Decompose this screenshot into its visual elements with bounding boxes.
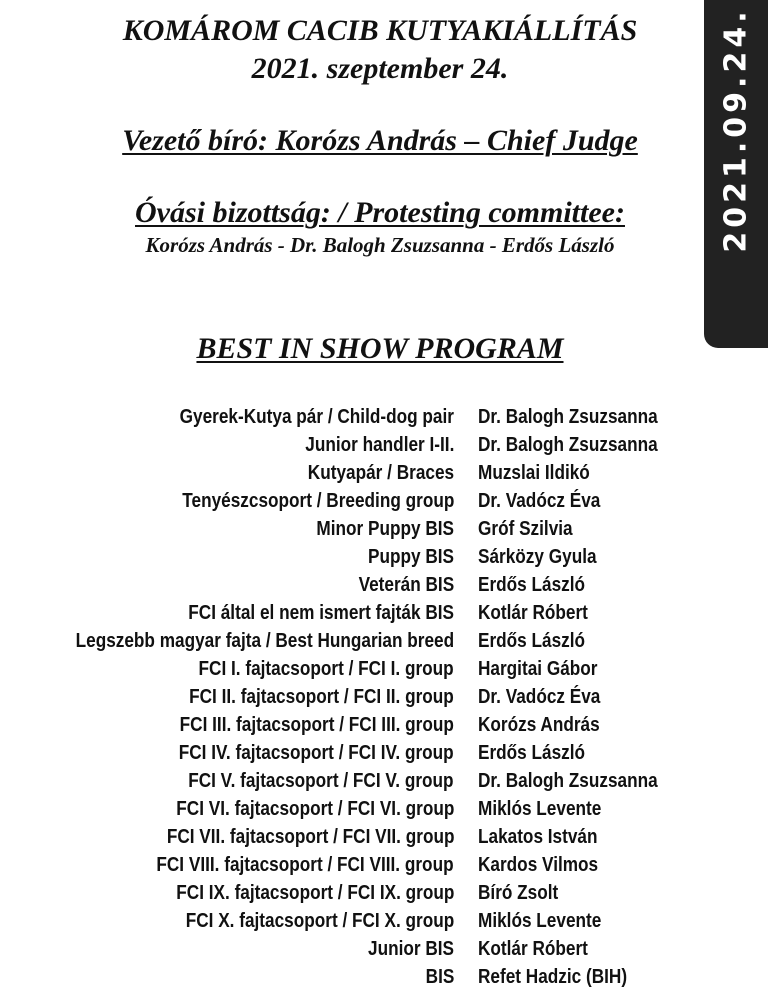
date-side-tab-label: 2021.09.24. bbox=[718, 7, 754, 253]
program-row bbox=[0, 683, 768, 711]
chief-judge-line: Vezető bíró: Korózs András – Chief Judge bbox=[122, 124, 638, 157]
program-category: Tenyészcsoport / Breeding group bbox=[181, 490, 454, 512]
program-category: FCI III. fajtacsoport / FCI III. group bbox=[179, 714, 454, 736]
program-category: FCI V. fajtacsoport / FCI V. group bbox=[188, 770, 454, 792]
program-list bbox=[0, 403, 768, 991]
committee-heading: Óvási bizottság: / Protesting committee: bbox=[135, 196, 625, 229]
program-judge: Dr. Vadócz Éva bbox=[478, 490, 601, 512]
program-judge: Refet Hadzic (BIH) bbox=[478, 966, 628, 988]
program-judge: Erdős László bbox=[478, 742, 586, 764]
program-row bbox=[0, 795, 768, 823]
program-row bbox=[0, 739, 768, 767]
program-row bbox=[0, 963, 768, 991]
program-judge: Erdős László bbox=[478, 630, 586, 652]
program-row bbox=[0, 851, 768, 879]
program-category: Kutyapár / Braces bbox=[307, 462, 454, 484]
program-row bbox=[0, 767, 768, 795]
program-category: FCI II. fajtacsoport / FCI II. group bbox=[189, 686, 454, 708]
program-row bbox=[0, 655, 768, 683]
program-judge: Dr. Vadócz Éva bbox=[478, 686, 601, 708]
program-judge: Gróf Szilvia bbox=[478, 518, 573, 540]
program-category: BIS bbox=[425, 966, 454, 988]
program-category: Legszebb magyar fajta / Best Hungarian breed bbox=[75, 630, 454, 652]
program-category: Veterán BIS bbox=[358, 574, 454, 596]
program-row bbox=[0, 515, 768, 543]
program-judge: Dr. Balogh Zsuzsanna bbox=[478, 434, 658, 456]
program-row bbox=[0, 711, 768, 739]
program-row bbox=[0, 599, 768, 627]
program-category: Minor Puppy BIS bbox=[316, 518, 454, 540]
program-judge: Miklós Levente bbox=[478, 910, 602, 932]
program-category: Junior handler I-II. bbox=[304, 434, 454, 456]
program-category: FCI VI. fajtacsoport / FCI VI. group bbox=[175, 798, 454, 820]
program-judge: Miklós Levente bbox=[478, 798, 602, 820]
program-category: FCI IV. fajtacsoport / FCI IV. group bbox=[179, 742, 454, 764]
program-row bbox=[0, 431, 768, 459]
program-row bbox=[0, 907, 768, 935]
program-category: Gyerek-Kutya pár / Child-dog pair bbox=[179, 406, 454, 428]
committee-members: Korózs András - Dr. Balogh Zsuzsanna - Erdős László bbox=[145, 233, 615, 257]
program-category: FCI VII. fajtacsoport / FCI VII. group bbox=[166, 826, 454, 848]
program-judge: Hargitai Gábor bbox=[478, 658, 598, 680]
program-category: FCI IX. fajtacsoport / FCI IX. group bbox=[175, 882, 454, 904]
program-judge: Erdős László bbox=[478, 574, 586, 596]
program-judge: Korózs András bbox=[478, 714, 600, 736]
program-judge: Kotlár Róbert bbox=[478, 602, 588, 624]
program-category: FCI által el nem ismert fajták BIS bbox=[188, 602, 454, 624]
program-row bbox=[0, 823, 768, 851]
program-row bbox=[0, 459, 768, 487]
program-judge: Kardos Vilmos bbox=[478, 854, 599, 876]
program-judge: Dr. Balogh Zsuzsanna bbox=[478, 770, 658, 792]
event-date: 2021. szeptember 24. bbox=[251, 52, 509, 85]
program-row bbox=[0, 571, 768, 599]
program-judge: Bíró Zsolt bbox=[478, 882, 559, 904]
program-row bbox=[0, 627, 768, 655]
program-row bbox=[0, 487, 768, 515]
program-judge: Sárközy Gyula bbox=[478, 546, 597, 568]
program-row bbox=[0, 879, 768, 907]
program-judge: Dr. Balogh Zsuzsanna bbox=[478, 406, 658, 428]
program-category: FCI X. fajtacsoport / FCI X. group bbox=[185, 910, 454, 932]
program-category: Puppy BIS bbox=[367, 546, 454, 568]
program-judge: Kotlár Róbert bbox=[478, 938, 588, 960]
program-row bbox=[0, 935, 768, 963]
program-category: FCI VIII. fajtacsoport / FCI VIII. group bbox=[156, 854, 454, 876]
program-judge: Muzslai Ildikó bbox=[478, 462, 590, 484]
event-title: KOMÁROM CACIB KUTYAKIÁLLÍTÁS bbox=[122, 14, 638, 47]
program-category: FCI I. fajtacsoport / FCI I. group bbox=[198, 658, 454, 680]
program-row bbox=[0, 543, 768, 571]
program-judge: Lakatos István bbox=[478, 826, 598, 848]
program-category: Junior BIS bbox=[367, 938, 454, 960]
program-heading: BEST IN SHOW PROGRAM bbox=[196, 332, 564, 365]
program-row bbox=[0, 403, 768, 431]
